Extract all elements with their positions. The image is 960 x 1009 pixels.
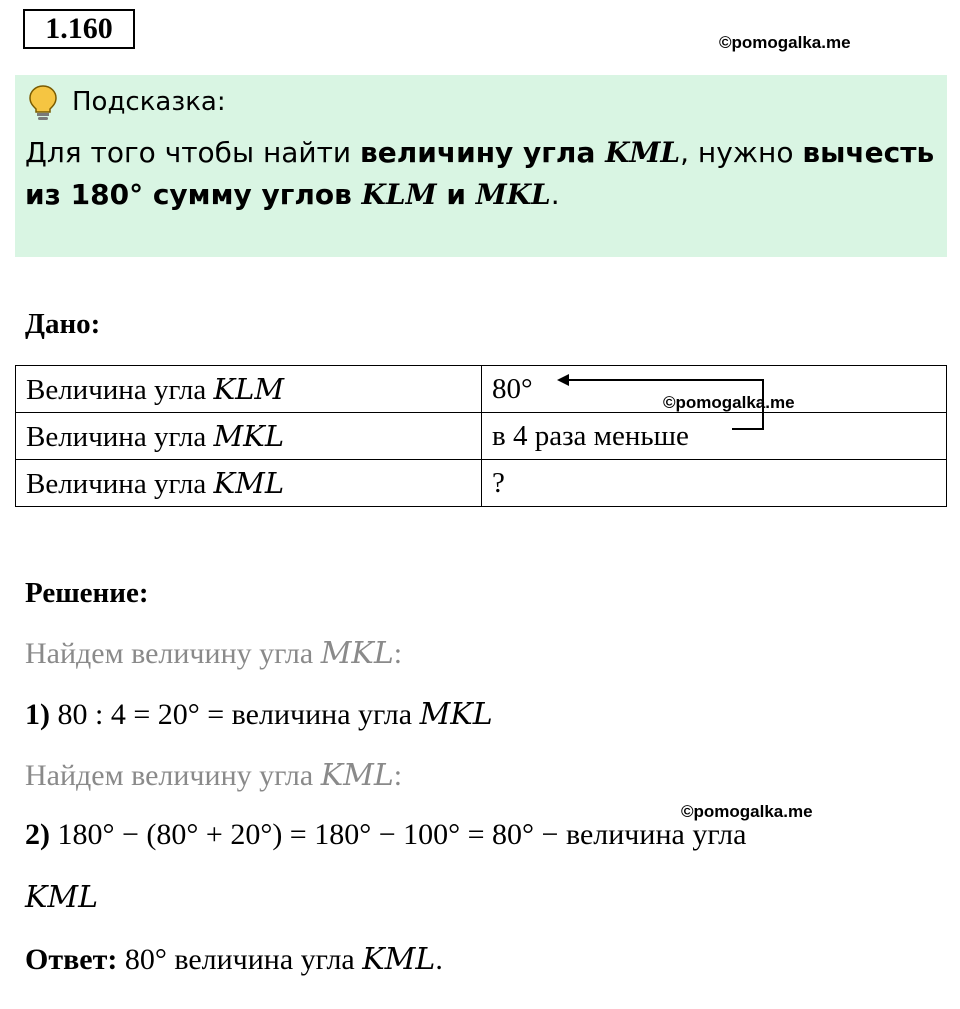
watermark: ©pomogalka.me bbox=[681, 802, 813, 821]
given-value: в 4 раза меньше bbox=[482, 413, 947, 460]
given-value: ? bbox=[482, 460, 947, 507]
hint-text: Для того чтобы найти величину угла KML, нужно вычесть из 180° сумму углов KLM и MKL. bbox=[25, 136, 935, 211]
lightbulb-icon bbox=[28, 84, 58, 122]
step2-intro: Найдем величину угла KML: bbox=[25, 758, 403, 793]
watermark: ©pomogalka.me bbox=[663, 393, 795, 412]
problem-number: 1.160 bbox=[23, 9, 135, 49]
step2-angle: KML bbox=[25, 880, 99, 915]
watermark: ©pomogalka.me bbox=[719, 33, 851, 52]
step2: 2) 180° − (80° + 20°) = 180° − 100° = 80° − величина угла bbox=[25, 818, 747, 851]
table-row bbox=[16, 366, 947, 413]
step1: 1) 80 : 4 = 20° = величина угла MKL bbox=[25, 697, 493, 732]
given-heading: Дано: bbox=[25, 308, 101, 340]
given-label: Величина угла MKL bbox=[16, 413, 482, 460]
given-value: 80° bbox=[482, 366, 947, 413]
table-row bbox=[16, 413, 947, 460]
given-label: Величина угла KLM bbox=[16, 366, 482, 413]
given-table bbox=[15, 365, 947, 507]
answer: Ответ: 80° величина угла KML. bbox=[25, 942, 443, 977]
solution-heading: Решение: bbox=[25, 577, 149, 609]
table-row bbox=[16, 460, 947, 507]
step1-intro: Найдем величину угла MKL: bbox=[25, 636, 403, 671]
hint-title: Подсказка: bbox=[72, 87, 226, 117]
given-label: Величина угла KML bbox=[16, 460, 482, 507]
